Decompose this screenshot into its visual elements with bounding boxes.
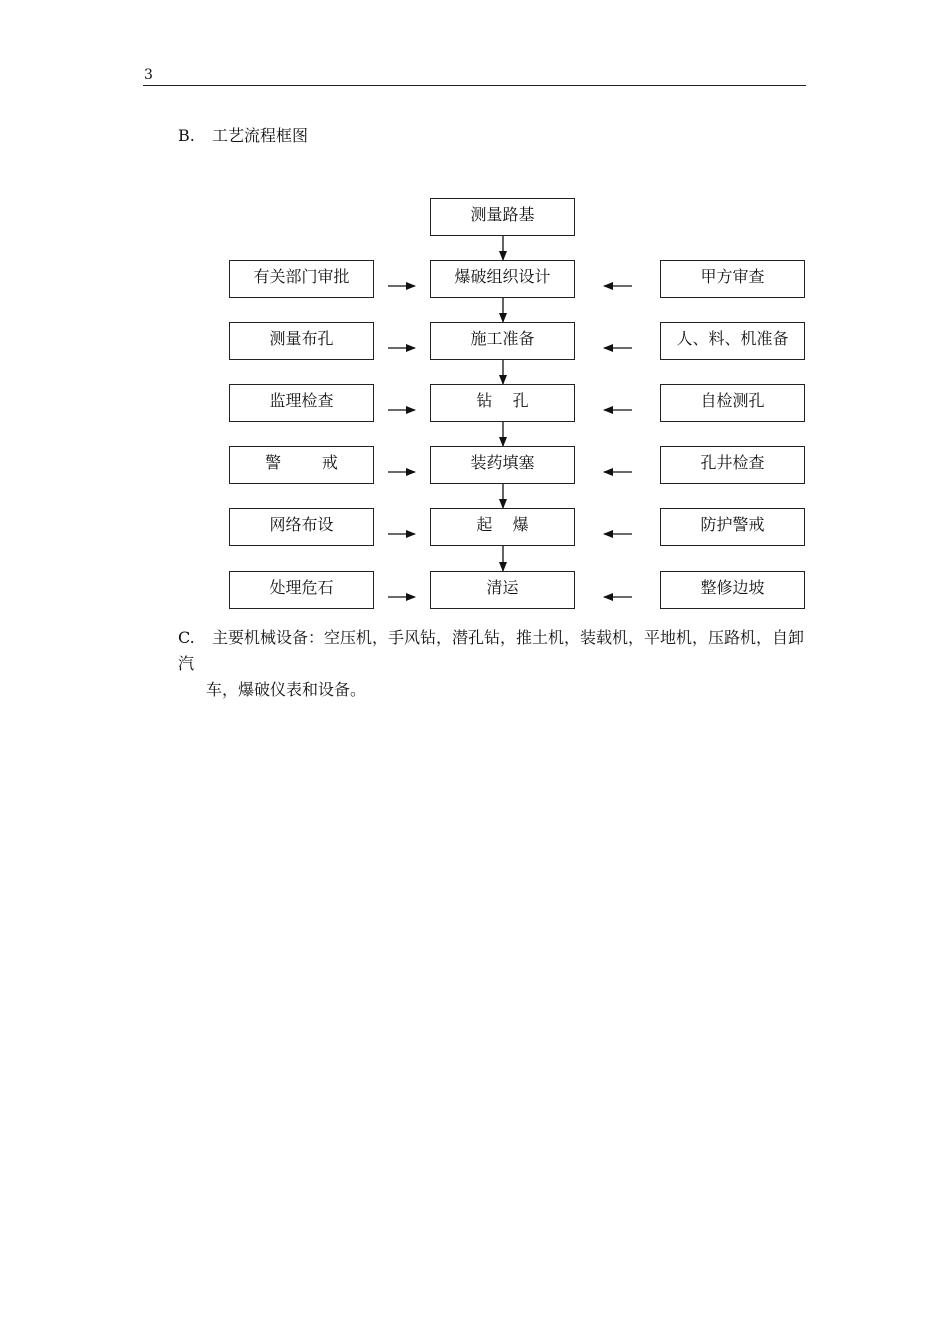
flow-box-right-2: 人、料、机准备 <box>660 322 805 360</box>
flow-box-right-6: 整修边坡 <box>660 571 805 609</box>
flow-box-top: 测量路基 <box>430 198 575 236</box>
flow-box-main-4: 装药填塞 <box>430 446 575 484</box>
flow-box-left-5: 网络布设 <box>229 508 374 546</box>
flow-box-main-1: 爆破组织设计 <box>430 260 575 298</box>
flow-box-left-2: 测量布孔 <box>229 322 374 360</box>
section-c-paragraph <box>178 625 810 703</box>
flow-box-left-4: 警 戒 <box>229 446 374 484</box>
flow-box-right-4: 孔井检查 <box>660 446 805 484</box>
section-c-line-2: 车，爆破仪表和设备。 <box>206 680 367 699</box>
flow-box-main-3: 钻 孔 <box>430 384 575 422</box>
flow-box-main-6: 清运 <box>430 571 575 609</box>
section-c-text-1: 主要机械设备：空压机，手风钻，潜孔钻，推土机，装载机，平地机，压路机，自卸汽 <box>178 628 805 673</box>
section-c-line-1 <box>178 625 810 677</box>
section-b-title: 工艺流程框图 <box>212 126 309 145</box>
section-b-marker: B. <box>178 126 195 145</box>
flow-box-left-1: 有关部门审批 <box>229 260 374 298</box>
flow-box-right-1: 甲方审查 <box>660 260 805 298</box>
flow-box-right-5: 防护警戒 <box>660 508 805 546</box>
flow-box-left-3: 监理检查 <box>229 384 374 422</box>
page-number: 3 <box>144 67 153 83</box>
flow-box-left-6: 处理危石 <box>229 571 374 609</box>
flow-box-right-3: 自检测孔 <box>660 384 805 422</box>
section-c-marker: C. <box>178 628 195 647</box>
flow-box-main-5: 起 爆 <box>430 508 575 546</box>
flow-box-main-2: 施工准备 <box>430 322 575 360</box>
